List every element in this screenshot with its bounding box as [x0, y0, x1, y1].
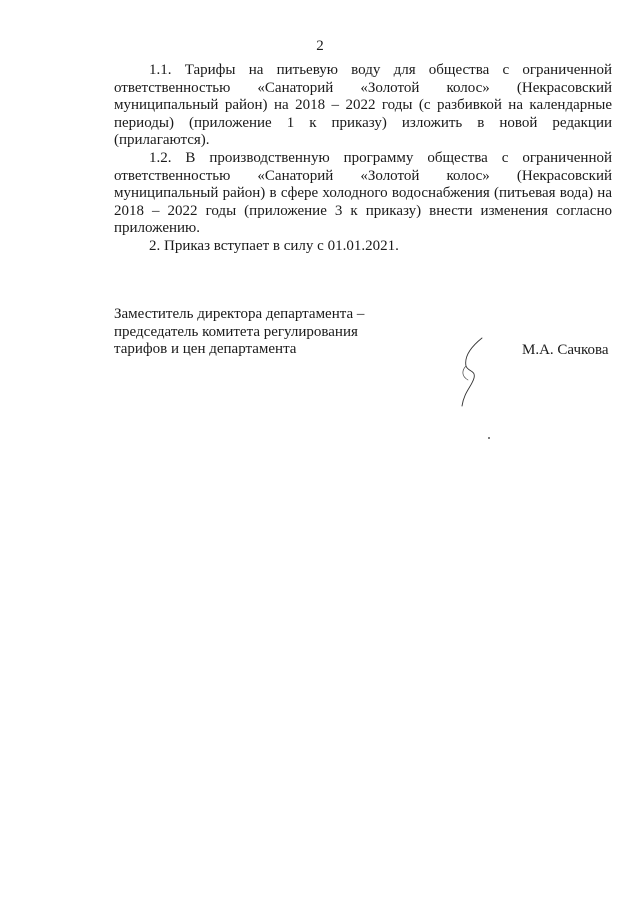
page-number: 2: [316, 38, 324, 54]
signatory-title-line: председатель комитета регулирования: [114, 323, 358, 340]
scan-speck: [488, 437, 490, 439]
signatory-title-line: тарифов и цен департамента: [114, 341, 297, 358]
handwritten-signature: [452, 334, 492, 410]
signatory-title: [114, 306, 414, 359]
paragraph-1-1: 1.1. Тарифы на питьевую воду для общества с ограниченной ответственностью «Санаторий «Золотой колос» (Некрасовский муниципальный район) на 2018 – 2022 годы (с разбивкой на календарные периоды) (приложение 1 к приказу) изложить в новой редакции (прилагаются).: [114, 62, 612, 149]
signatory-title-line: Заместитель директора департамента –: [114, 306, 365, 322]
document-body: [114, 62, 612, 256]
paragraph-1-2: 1.2. В производственную программу общества с ограниченной ответственностью «Санаторий «Золотой колос» (Некрасовский муниципальный район) в сфере холодного водоснабжения (питьевая вода) на 2018 – 2022 годы (приложение 3 к приказу) внести изменения согласно приложению.: [114, 149, 612, 237]
paragraph-2: 2. Приказ вступает в силу с 01.01.2021.: [149, 237, 399, 254]
signatory-name: М.А. Сачкова: [522, 342, 609, 358]
